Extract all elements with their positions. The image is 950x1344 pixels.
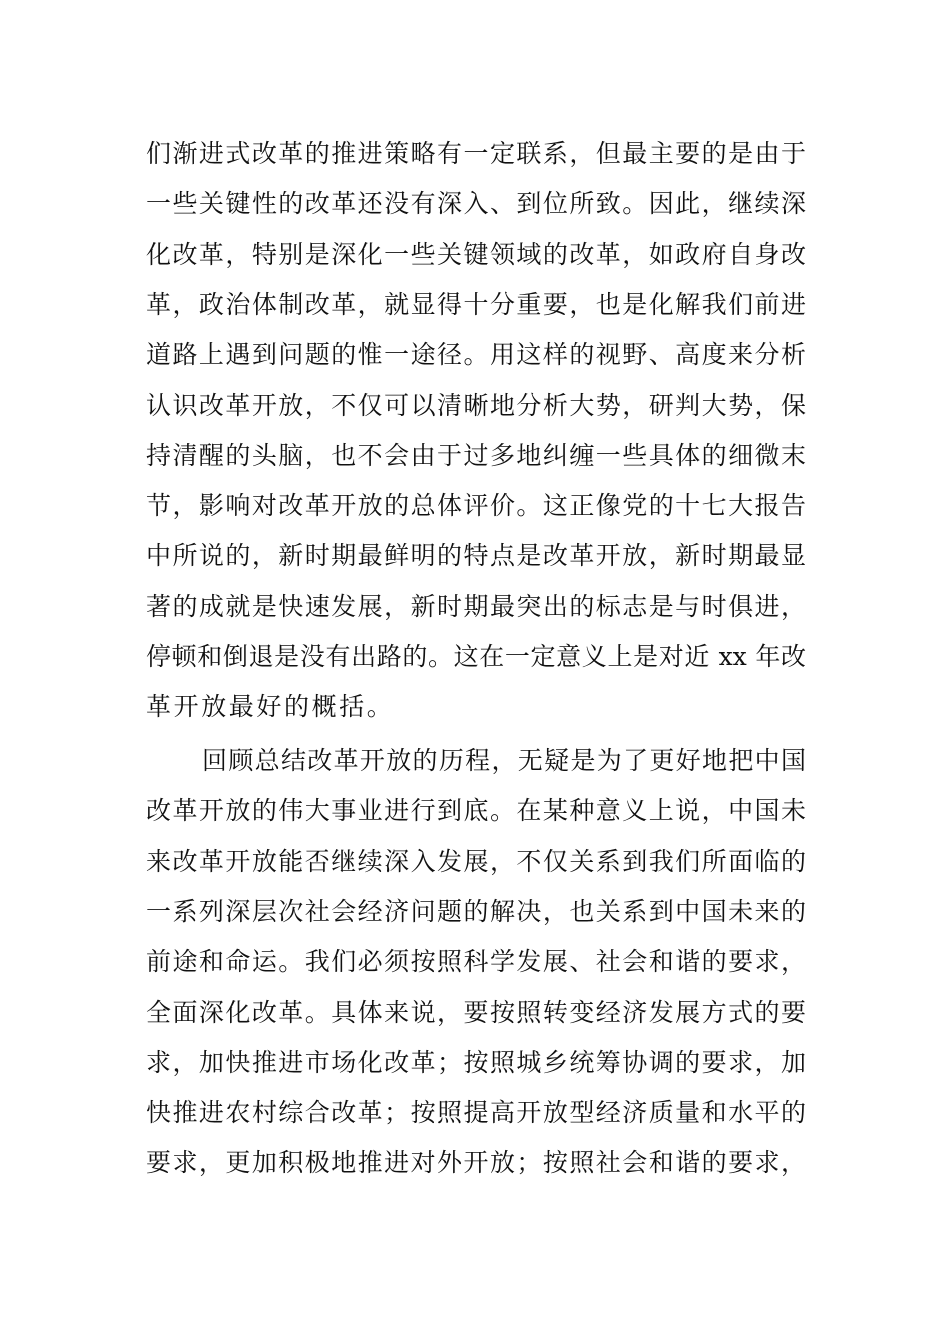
text-line: 一些关键性的改革还没有深入、到位所致。因此，继续深: [146, 189, 806, 219]
text-line: 求，加快推进市场化改革；按照城乡统筹协调的要求，加: [146, 1047, 806, 1077]
text-line: 节，影响对改革开放的总体评价。这正像党的十七大报告: [146, 491, 806, 521]
text-line: 道路上遇到问题的惟一途径。用这样的视野、高度来分析: [146, 340, 806, 370]
text-line: 回顾总结改革开放的历程，无疑是为了更好地把中国: [202, 746, 806, 775]
text-line: 持清醒的头脑，也不会由于过多地纠缠一些具体的细微末: [146, 440, 806, 470]
text-line: 停顿和倒退是没有出路的。这在一定意义上是对近 xx 年改: [146, 642, 806, 671]
text-line: 一系列深层次社会经济问题的解决，也关系到中国未来的: [146, 896, 806, 926]
text-line: 改革开放的伟大事业进行到底。在某种意义上说，中国未: [146, 796, 806, 826]
text-line: 革，政治体制改革，就显得十分重要，也是化解我们前进: [146, 289, 806, 319]
text-line: 要求，更加积极地推进对外开放；按照社会和谐的要求，: [146, 1148, 806, 1178]
text-line: 前途和命运。我们必须按照科学发展、社会和谐的要求，: [146, 947, 806, 977]
text-line: 革开放最好的概括。: [146, 692, 395, 722]
text-line: 们渐进式改革的推进策略有一定联系，但最主要的是由于: [146, 139, 806, 168]
text-line: 化改革，特别是深化一些关键领域的改革，如政府自身改: [146, 239, 806, 269]
text-line: 快推进农村综合改革；按照提高开放型经济质量和水平的: [146, 1098, 806, 1128]
text-line: 认识改革开放，不仅可以清晰地分析大势，研判大势，保: [146, 390, 806, 420]
text-line: 著的成就是快速发展，新时期最突出的标志是与时俱进，: [146, 591, 806, 621]
text-line: 全面深化改革。具体来说，要按照转变经济发展方式的要: [146, 997, 806, 1027]
text-line: 中所说的，新时期最鲜明的特点是改革开放，新时期最显: [146, 541, 806, 571]
text-line: 来改革开放能否继续深入发展，不仅关系到我们所面临的: [146, 846, 806, 876]
